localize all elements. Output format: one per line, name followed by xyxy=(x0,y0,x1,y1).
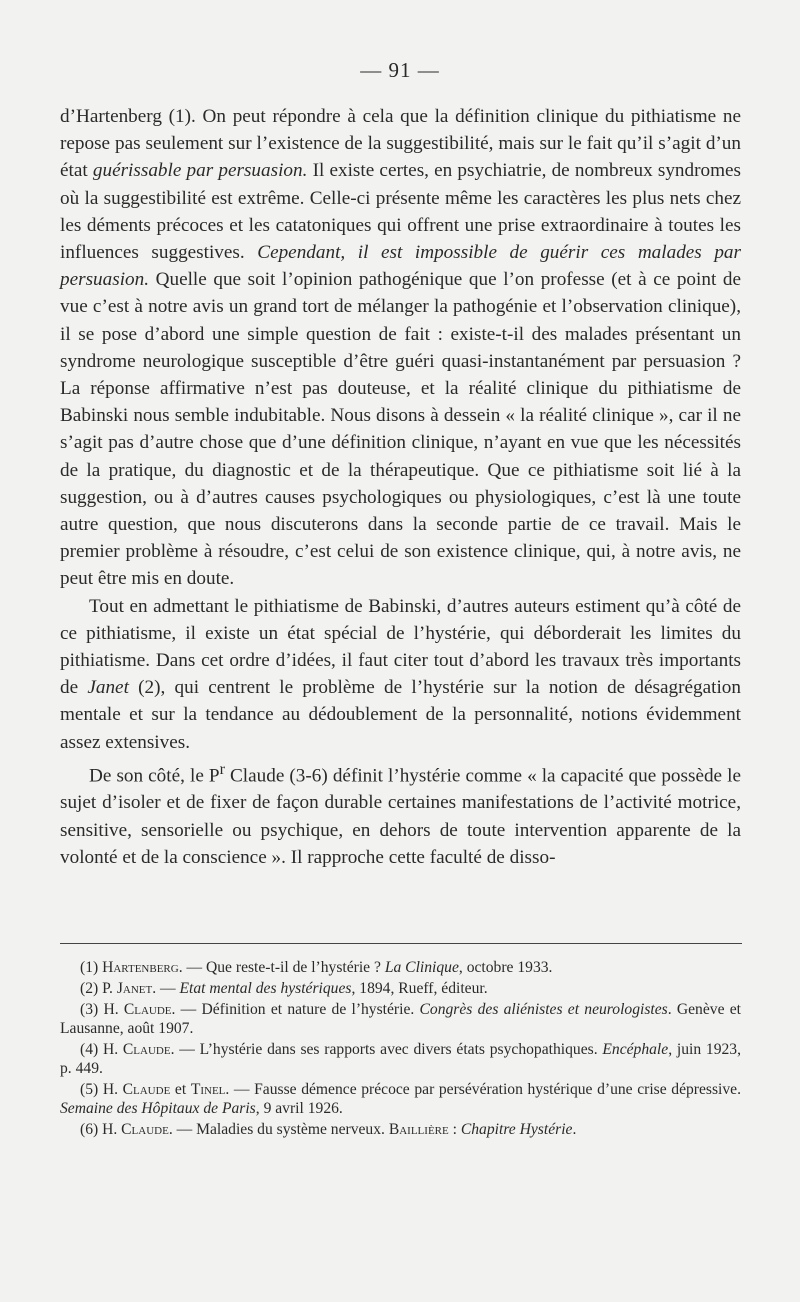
footnote-title: Congrès des aliénistes et neurologistes xyxy=(419,1001,668,1018)
footnote-number: (3) xyxy=(80,1001,99,1018)
footnote-title: Semaine des Hôpitaux de Paris xyxy=(60,1100,256,1117)
footnote-text: . — Fausse démence précoce par persévération hystérique d’une crise dépressive. xyxy=(225,1081,741,1098)
footnote-text: . — xyxy=(152,980,180,997)
footnote-title: Encéphale xyxy=(602,1041,669,1058)
footnote xyxy=(60,1000,741,1038)
footnote-number: (6) xyxy=(80,1121,99,1138)
footnote-author: Hartenberg xyxy=(102,959,179,976)
footnotes xyxy=(60,958,741,1141)
superscript: r xyxy=(219,760,225,778)
footnote-text: . — L’hystérie dans ses rapports avec divers états psychopathiques. xyxy=(170,1041,603,1058)
footnote-author: H. Claude xyxy=(102,1041,171,1058)
paragraph xyxy=(60,756,741,871)
paragraph xyxy=(60,103,741,593)
footnote-title: La Clinique xyxy=(384,959,459,976)
footnote-divider xyxy=(60,943,742,944)
footnote-text: . — Définition et nature de l’hystérie. xyxy=(171,1001,420,1018)
footnote-author: H. Claude xyxy=(103,1001,172,1018)
footnote-author: Tinel xyxy=(190,1081,226,1098)
footnote-title: Etat mental des hystériques xyxy=(179,980,352,997)
text-run: De son côté, le P xyxy=(89,765,220,787)
footnote-author: H. Claude xyxy=(102,1081,171,1098)
footnote-text: . xyxy=(572,1121,577,1138)
footnote-text: . Genève et Lausanne, août 1907. xyxy=(60,1001,741,1037)
footnote-text: , juin 1923, p. 449. xyxy=(60,1041,741,1077)
footnote-number: (5) xyxy=(80,1081,99,1098)
paragraph xyxy=(60,593,741,756)
footnote-text: et xyxy=(170,1081,191,1098)
footnote xyxy=(60,1080,741,1118)
footnote xyxy=(60,1120,741,1139)
page-number: — 91 — xyxy=(360,58,440,82)
italic-text-run: Janet xyxy=(87,677,129,699)
footnote-text: , octobre 1933. xyxy=(458,959,553,976)
footnote-author: H. Claude xyxy=(102,1121,169,1138)
text-run: Il existe certes, en psychiatrie, de nombreux syndromes où la suggestibilité est extrême. Celle-ci présente même les caractères les plus nets chez les déments précoces et les catatoniques qui offrent une prise extraordinaire à toutes les influences suggestives. xyxy=(60,160,742,264)
footnote-number: (1) xyxy=(80,959,99,976)
text-run: d’Hartenberg (1). On peut répondre à cela que la définition clinique du pithiatisme ne repose pas seulement sur l’existence de la suggestibilité, mais sur le fait qu’il s’agit d’un état xyxy=(60,106,741,182)
footnote-text: . — Maladies du système nerveux. xyxy=(168,1121,389,1138)
footnote xyxy=(60,1040,741,1078)
footnote-author: P. Janet xyxy=(102,980,153,997)
footnote-author: Baillière xyxy=(388,1121,449,1138)
footnote-text: : xyxy=(448,1121,461,1138)
text-run: Claude (3-6) définit l’hystérie comme « la capacité que possède le sujet d’isoler et de fixer de façon durable certaines manifestations de l’activité motrice, sensitive, sensorielle ou psychique, en dehors de toute intervention apparente de la volonté et de la conscience ». Il rapproche cette faculté de disso- xyxy=(60,765,741,868)
footnote-number: (4) xyxy=(80,1041,99,1058)
text-run: (2), qui centrent le problème de l’hystérie sur la notion de désagrégation mentale et sur la tendance au dédoublement de la personnalité, notions évidemment assez extensives. xyxy=(60,677,741,753)
italic-text-run: guérissable par persuasion. xyxy=(92,160,308,182)
footnote-title: Chapitre Hystérie xyxy=(460,1121,573,1138)
footnote-text: , 9 avril 1926. xyxy=(255,1100,343,1117)
footnote xyxy=(60,958,741,977)
footnote-number: (2) xyxy=(80,980,99,997)
text-run: Tout en admettant le pithiatisme de Babinski, d’autres auteurs estiment qu’à côté de ce pithiatisme, il existe un état spécial de l’hystérie, qui déborderait les limites du pithiatisme. Dans cet ordre d’idées, il faut citer tout d’abord les travaux très importants de xyxy=(60,595,741,699)
footnote-text: , 1894, Rueff, éditeur. xyxy=(351,980,488,997)
footnote xyxy=(60,979,741,998)
italic-text-run: Cependant, il est impossible de guérir ces malades par persuasion. xyxy=(60,242,741,291)
footnote-text: . — Que reste-t-il de l’hystérie ? xyxy=(178,959,385,976)
body-text xyxy=(60,103,741,871)
text-run: Quelle que soit l’opinion pathogénique que l’on professe (et à ce point de vue c’est à notre avis un grand tort de mélanger la pathogénie et l’observation clinique), il se pose d’abord une simple question de fait : existe-t-il des malades présentant un syndrome neurologique susceptible d’être guéri quasi-instantanément par persuasion ? La réponse affirmative n’est pas douteuse, et la réalité clinique du pithiatisme de Babinski nous semble indubitable. Nous disons à dessein « la réalité clinique », car il ne s’agit pas d’autre chose que d’une définition clinique, n’ayant en vue que les nécessités de la pratique, du diagnostic et de la thérapeutique. Que ce pithiatisme soit lié à la suggestion, ou à d’autres causes psychologiques ou physiologiques, c’est là une toute autre question, que nous discuterons dans la seconde partie de ce travail. Mais le premier problème à résoudre, c’est celui de son existence clinique, qui, à notre avis, ne peut être mis en doute. xyxy=(60,269,741,590)
